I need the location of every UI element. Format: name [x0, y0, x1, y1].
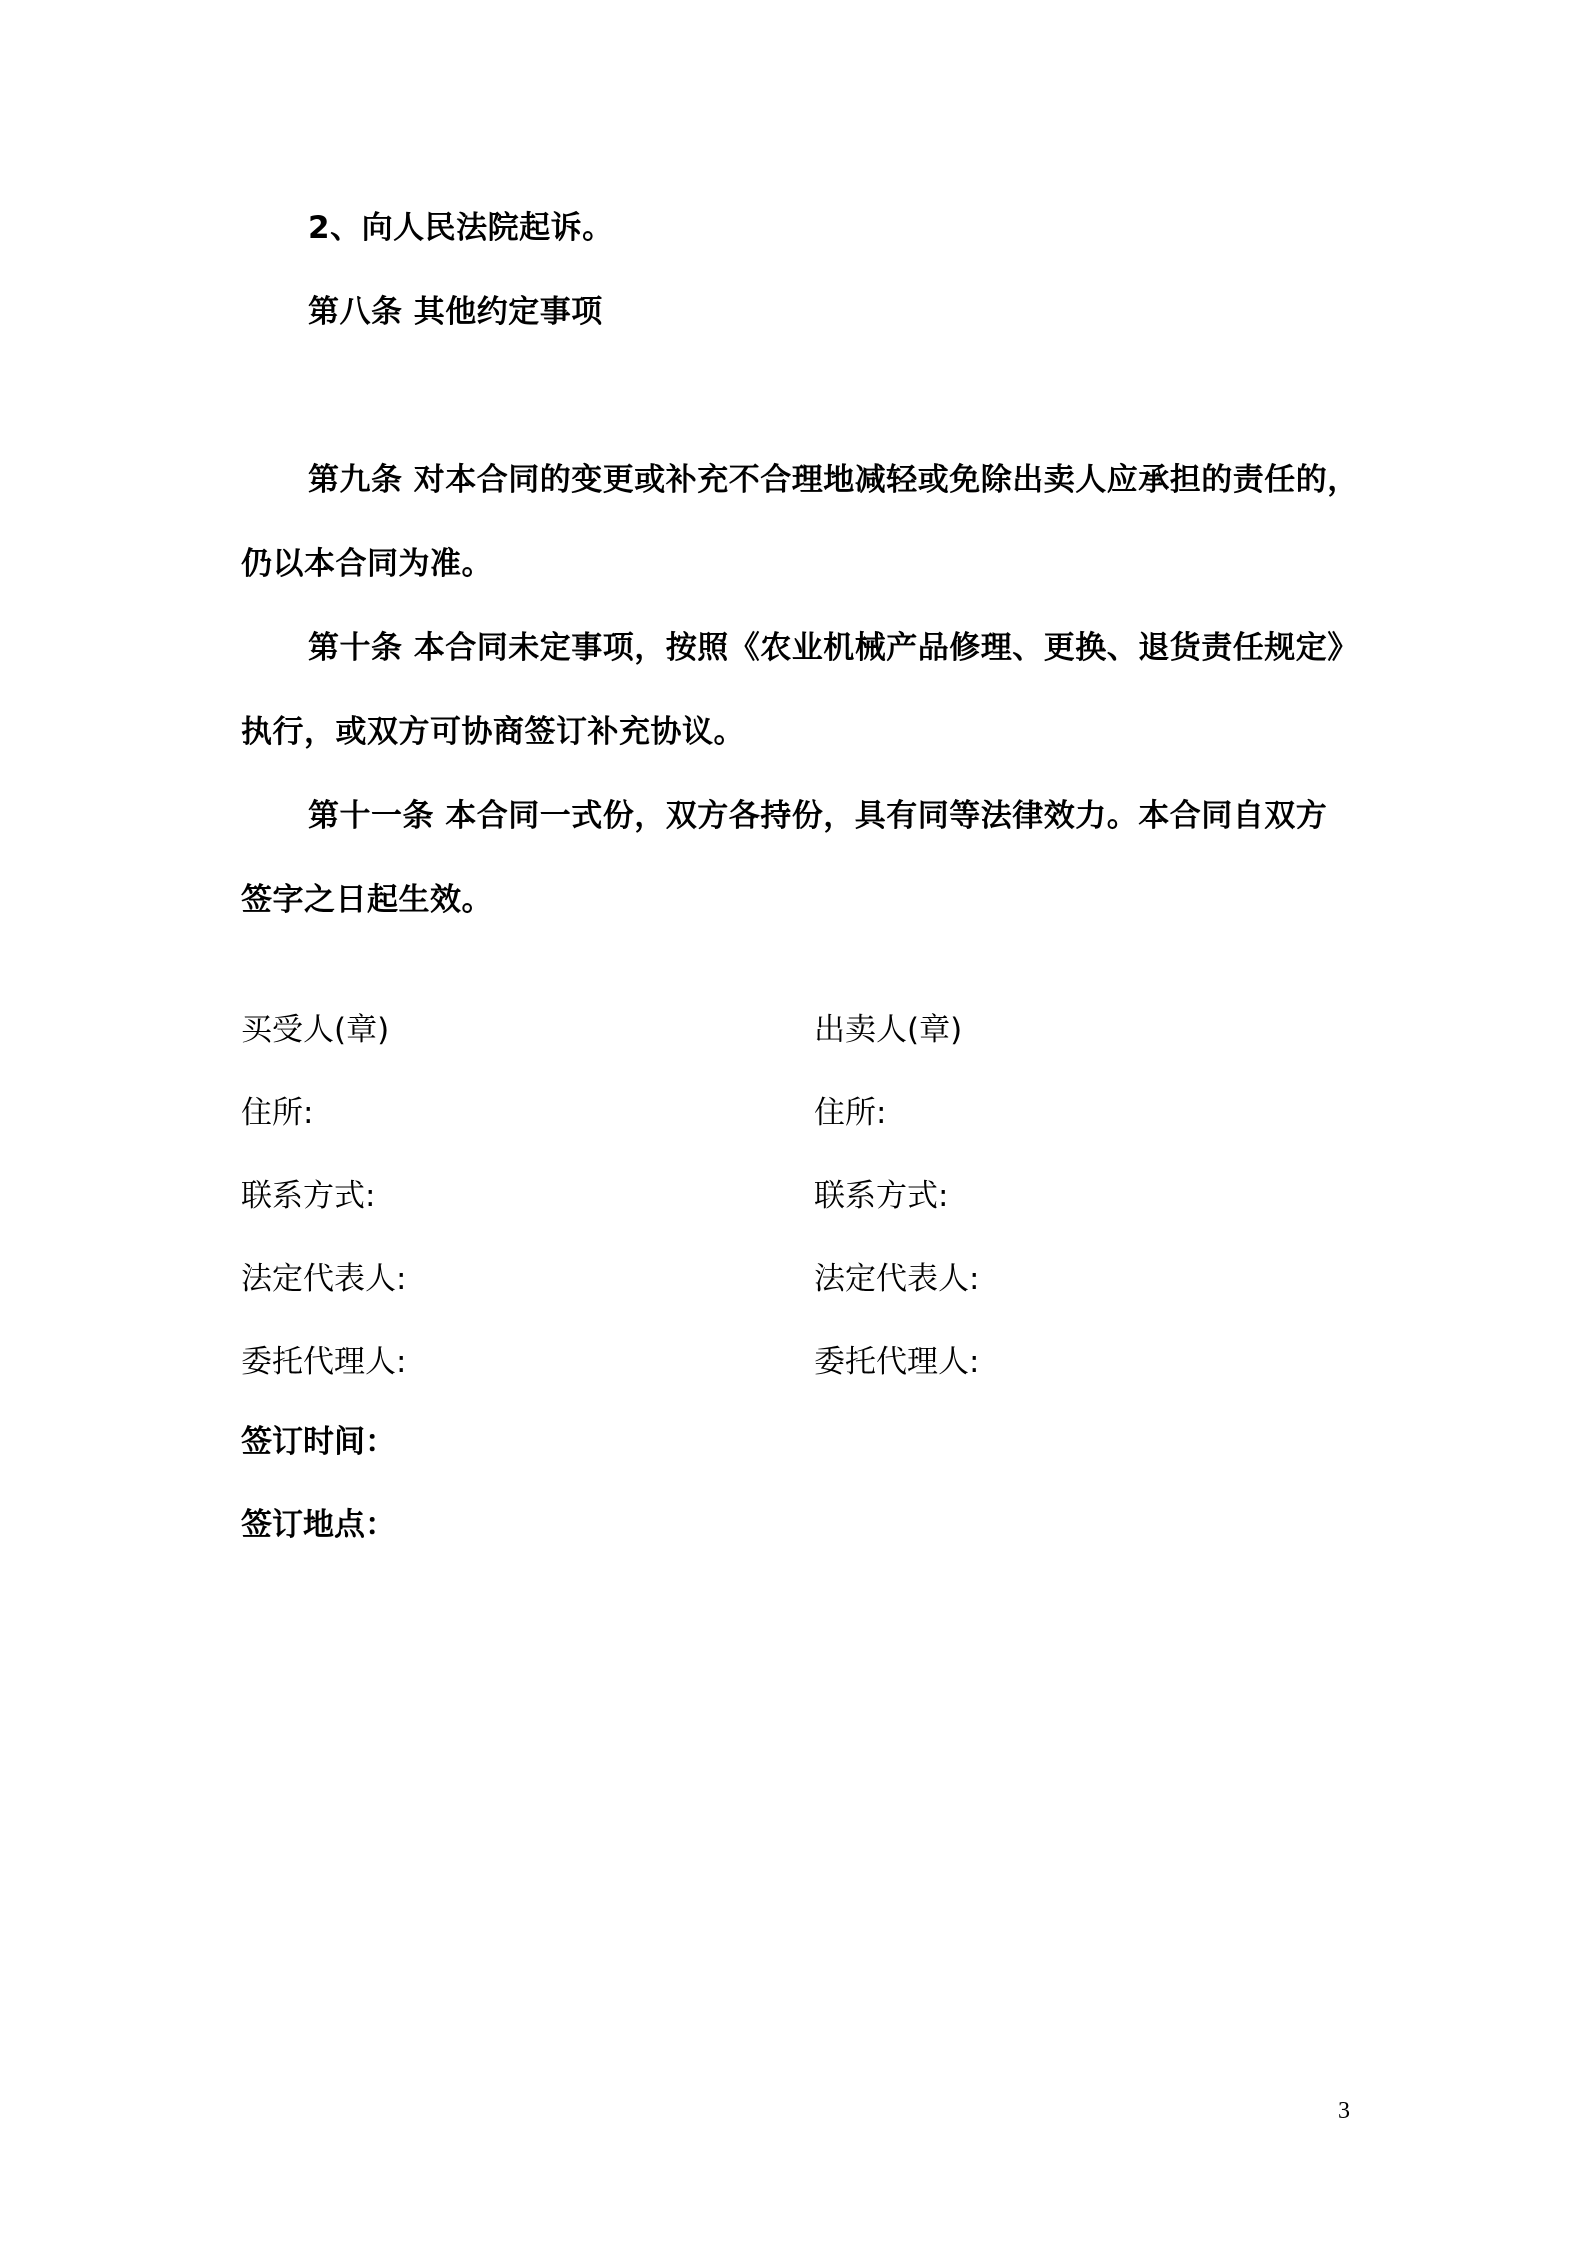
article-10-line-2: 执行，或双方可协商签订补充协议。 [241, 714, 745, 750]
seller-party: 出卖人(章) [814, 1012, 963, 1048]
article-11-line-1 [308, 796, 1327, 836]
buyer-address: 住所: [241, 1095, 314, 1131]
article-8-heading: 第八条 其他约定事项 [308, 294, 603, 330]
clause-item-2: 2、向人民法院起诉。 [308, 210, 614, 246]
article-11-text: 本合同一式份，双方各持份，具有同等法律效力。本合同自双方 [434, 798, 1328, 834]
buyer-contact: 联系方式: [241, 1178, 376, 1214]
seller-contact: 联系方式: [814, 1178, 949, 1214]
sign-place: 签订地点： [241, 1507, 396, 1543]
article-9-line-1 [308, 460, 1359, 500]
buyer-legal-rep: 法定代表人: [241, 1261, 407, 1297]
article-11-line-2: 签字之日起生效。 [241, 882, 493, 918]
seller-legal-rep: 法定代表人: [814, 1261, 980, 1297]
article-10-label: 第十条 [308, 630, 403, 666]
seller-agent: 委托代理人: [814, 1344, 980, 1380]
article-9-text: 对本合同的变更或补充不合理地减轻或免除出卖人应承担的责任的， [402, 462, 1359, 498]
article-11-label: 第十一条 [308, 798, 434, 834]
buyer-party: 买受人(章) [241, 1012, 390, 1048]
article-9-label: 第九条 [308, 462, 403, 498]
article-9-line-2: 仍以本合同为准。 [241, 546, 493, 582]
page-number: 3 [1338, 2098, 1350, 2124]
article-10-text: 本合同未定事项，按照《农业机械产品修理、更换、退货责任规定》 [402, 630, 1359, 666]
buyer-agent: 委托代理人: [241, 1344, 407, 1380]
sign-time: 签订时间： [241, 1424, 396, 1460]
seller-address: 住所: [814, 1095, 887, 1131]
article-10-line-1 [308, 628, 1359, 668]
